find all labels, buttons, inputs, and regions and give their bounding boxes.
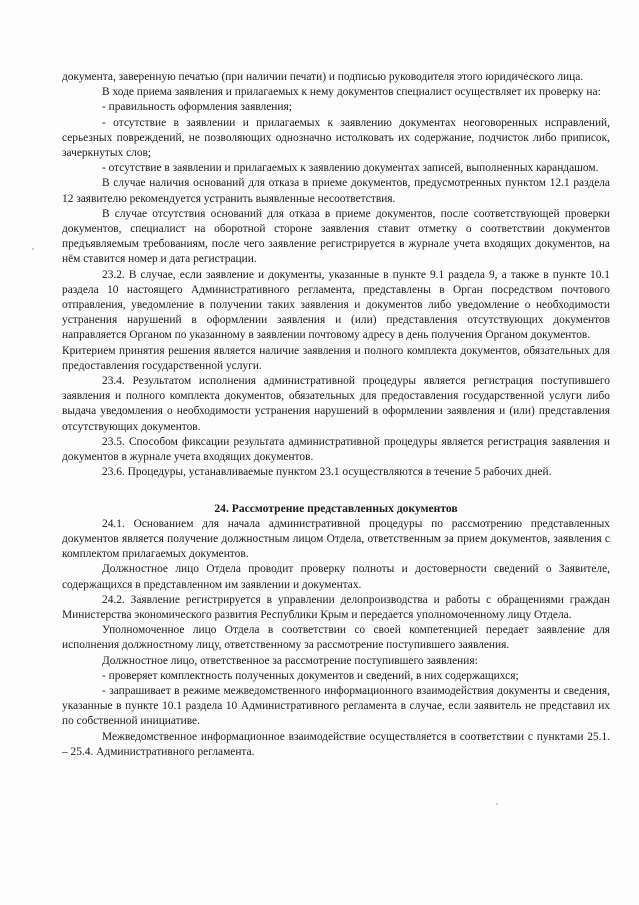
procedure-23-paragraphs — [62, 70, 610, 480]
paragraph: Должностное лицо, ответственное за рассмотрение поступившего заявления: — [102, 654, 478, 667]
paragraph: В случае отсутствия оснований для отказа в приеме документов, после соответствующей проверки документов, специалист на оборотной стороне заявления ставит отметку о соответствии документов предъявляемым требованиям, после чего заявление регистрируется в журнале учета входящих документов, на нём ставится номер и дата регистрации. — [62, 207, 610, 266]
paragraph: - запрашивает в режиме межведомственного информационного взаимодействия документы и сведения, указанные в пункте 10.1 раздела 10 Административного регламента в случае, если заявитель не представил их по собственной инициативе. — [62, 684, 610, 728]
scan-speck — [32, 248, 34, 250]
scan-speck — [496, 803, 498, 805]
paragraph: Уполномоченное лицо Отдела в соответствии со своей компетенцией передает заявление для исполнения должностному лицу, ответственному за рассмотрение поступившего заявления. — [62, 624, 610, 652]
section-heading: 24. Рассмотрение представленных документов — [214, 502, 458, 516]
document-body — [62, 70, 610, 760]
paragraph: - правильность оформления заявления; — [102, 101, 292, 114]
paragraph: 23.2. В случае, если заявление и документы, указанные в пункте 9.1 раздела 9, а также в пункте 10.1 раздела 10 настоящего Административного регламента, представлены в Орган посредством почтового отправления, уведомление в получении таких заявления и документов либо уведомление о необходимости устранения нарушений в оформлении заявления и (или) представления отсутствующих документов направляется Органом по указанному в заявлении почтовому адресу в день получения Органом документов. — [62, 268, 610, 342]
paragraph: 23.6. Процедуры, устанавливаемые пунктом 23.1 осуществляются в течение 5 рабочих дней. — [102, 466, 552, 479]
paragraph: Критерием принятия решения является наличие заявления и полного комплекта документов, обязательных для предоставления государственной услуги. — [62, 344, 610, 372]
paragraph: В ходе приема заявления и прилагаемых к нему документов специалист осуществляет их проверку на: — [102, 86, 601, 99]
paragraph: 23.4. Результатом исполнения административной процедуры является регистрация поступившего заявления и полного комплекта документов, обязательных для предоставления государственной услуги либо выдача уведомления о необходимости устранения нарушений в оформлении заявления и (или) представления отсутствующих документов. — [62, 375, 610, 433]
paragraph: Межведомственное информационное взаимодействие осуществляется в соответствии с пунктами 25.1. – 25.4. Административного регламента. — [62, 730, 610, 758]
paragraph: В случае наличия оснований для отказа в приеме документов, предусмотренных пунктом 12.1 раздела 12 заявителю рекомендуется устранить выявленные несоответствия. — [62, 177, 610, 205]
paragraph: - отсутствие в заявлении и прилагаемых к заявлению документах записей, выполненных карандашом. — [102, 162, 599, 175]
paragraph: - проверяет комплектность полученных документов и сведений, в них содержащихся; — [102, 669, 519, 682]
paragraph: 23.5. Способом фиксации результата административной процедуры является регистрация заявления и документов в журнале учета входящих документов. — [62, 435, 610, 464]
paragraph: - отсутствие в заявлении и прилагаемых к заявлению документах неоговоренных исправлений, серьезных повреждений, не позволяющих однозначно истолковать их содержание, подчисток либо приписок, зачеркнутых слов; — [62, 116, 610, 160]
paragraph: документа, заверенную печатью (при наличии печати) и подписью руководителя этого юридического лица. — [62, 71, 584, 83]
section-24-paragraphs — [62, 517, 610, 760]
paragraph: 24.1. Основанием для начала административной процедуры по рассмотрению представленных документов является получение должностным лицом Отдела, ответственным за прием документов, заявления с комплектом прилагаемых документов. — [62, 517, 610, 561]
paragraph: Должностное лицо Отдела проводит проверку полноты и достоверности сведений о Заявителе, содержащихся в представленном им заявлении и документах. — [62, 563, 610, 591]
paragraph: 24.2. Заявление регистрируется в управлении делопроизводства и работы с обращениями граждан Министерства экономического развития Республики Крым и передается уполномоченному лицу Отдела. — [62, 593, 610, 621]
